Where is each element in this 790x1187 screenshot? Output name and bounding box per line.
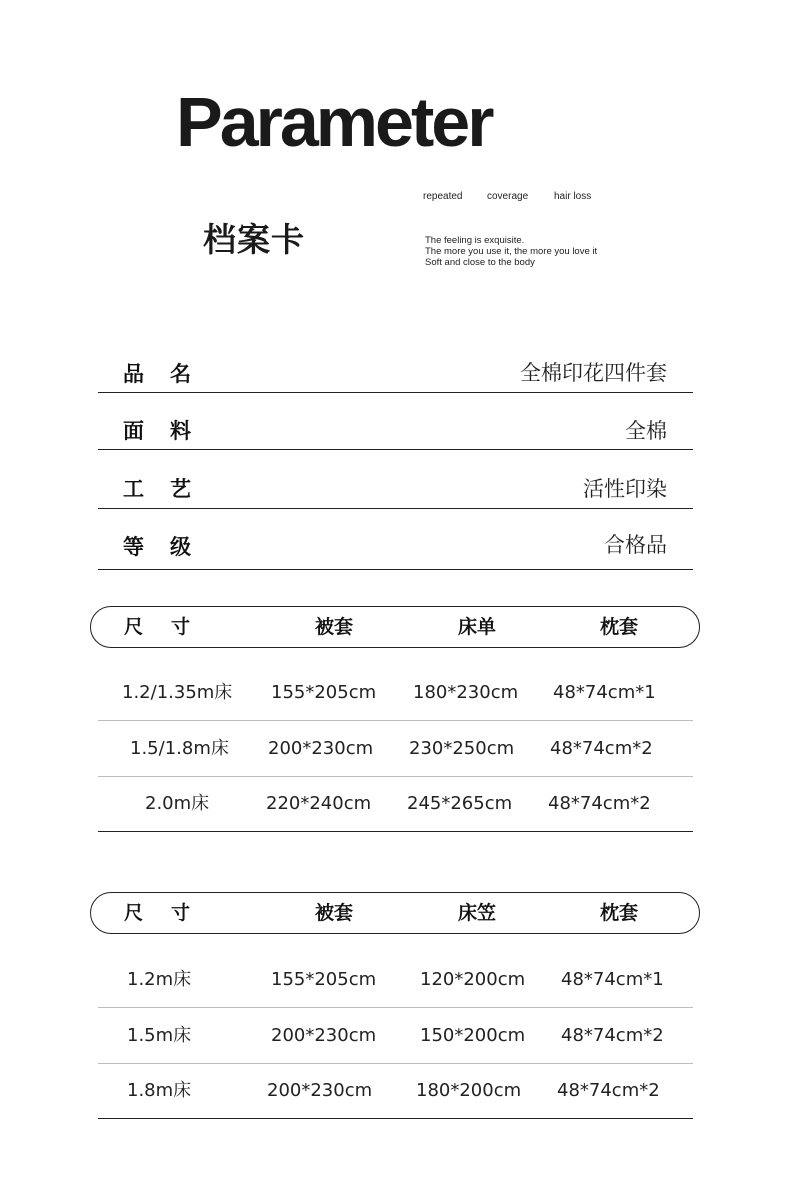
pillowcase-cell: 48*74cm*2 (550, 738, 653, 759)
duvet-cell: 200*230cm (267, 1080, 373, 1101)
pillowcase-cell: 48*74cm*2 (561, 1025, 664, 1046)
size-cell: 1.2m床 (127, 969, 192, 990)
table-row (98, 1063, 693, 1119)
fitted-sheet-cell: 120*200cm (420, 969, 526, 990)
sheet-cell: 245*265cm (407, 793, 513, 814)
info-label-char: 等 (123, 535, 144, 559)
header-char: 寸 (171, 902, 191, 924)
pillowcase-cell: 48*74cm*1 (553, 682, 656, 703)
duvet-cell: 200*230cm (271, 1025, 377, 1046)
size-cell: 2.0m床 (145, 793, 210, 814)
info-label-char: 名 (170, 362, 191, 386)
sheet-cell: 230*250cm (409, 738, 515, 759)
tag-coverage: coverage (487, 191, 529, 202)
pillowcase-header: 枕套 (600, 902, 639, 924)
size-header (124, 893, 190, 933)
info-row-fabric (98, 393, 693, 450)
duvet-cell: 155*205cm (271, 969, 377, 990)
slogan-line-2: The more you use it, the more you love it (425, 246, 598, 257)
page-subtitle: 档案卡 (203, 220, 305, 259)
table-row (98, 665, 693, 721)
info-label (123, 531, 191, 561)
duvet-cell: 200*230cm (268, 738, 374, 759)
info-value: 全棉 (625, 419, 667, 443)
info-label-char: 工 (123, 477, 144, 501)
table-row (98, 1008, 693, 1064)
info-label-char: 级 (170, 535, 191, 559)
info-label (123, 358, 191, 388)
info-label-char: 品 (123, 362, 144, 386)
info-value: 全棉印花四件套 (520, 361, 667, 385)
info-row-name (98, 352, 693, 393)
fitted-sheet-header: 床笠 (458, 902, 497, 924)
page-title: Parameter (176, 83, 492, 161)
info-value: 活性印染 (583, 477, 667, 501)
header-char: 尺 (124, 616, 144, 638)
size-cell: 1.2/1.35m床 (122, 682, 233, 703)
tag-hair-loss: hair loss (554, 191, 592, 202)
size-header (124, 607, 190, 647)
fitted-sheet-cell: 150*200cm (420, 1025, 526, 1046)
pillowcase-cell: 48*74cm*2 (548, 793, 651, 814)
pillowcase-cell: 48*74cm*1 (561, 969, 664, 990)
tag-repeated: repeated (423, 191, 463, 202)
header-char: 尺 (124, 902, 144, 924)
sheet-header: 床单 (458, 616, 497, 638)
duvet-cell: 155*205cm (271, 682, 377, 703)
duvet-cell: 220*240cm (266, 793, 372, 814)
fitted-sheet-cell: 180*200cm (416, 1080, 522, 1101)
size-cell: 1.5m床 (127, 1025, 192, 1046)
info-label-char: 料 (170, 419, 191, 443)
table-row (98, 776, 693, 832)
info-label (123, 473, 191, 503)
table1-header (90, 606, 700, 648)
pillowcase-cell: 48*74cm*2 (557, 1080, 660, 1101)
size-cell: 1.8m床 (127, 1080, 192, 1101)
table2-header (90, 892, 700, 934)
table-row (98, 721, 693, 777)
info-value: 合格品 (604, 533, 667, 557)
info-label (123, 415, 191, 445)
sheet-cell: 180*230cm (413, 682, 519, 703)
info-row-craft (98, 450, 693, 509)
duvet-header: 被套 (315, 616, 354, 638)
info-label-char: 面 (123, 419, 144, 443)
pillowcase-header: 枕套 (600, 616, 639, 638)
table-row (98, 952, 693, 1008)
slogan-line-1: The feeling is exquisite. (425, 235, 525, 246)
slogan-line-3: Soft and close to the body (425, 257, 535, 268)
info-row-grade (98, 509, 693, 570)
info-label-char: 艺 (170, 477, 191, 501)
header-char: 寸 (171, 616, 191, 638)
duvet-header: 被套 (315, 902, 354, 924)
size-cell: 1.5/1.8m床 (130, 738, 229, 759)
